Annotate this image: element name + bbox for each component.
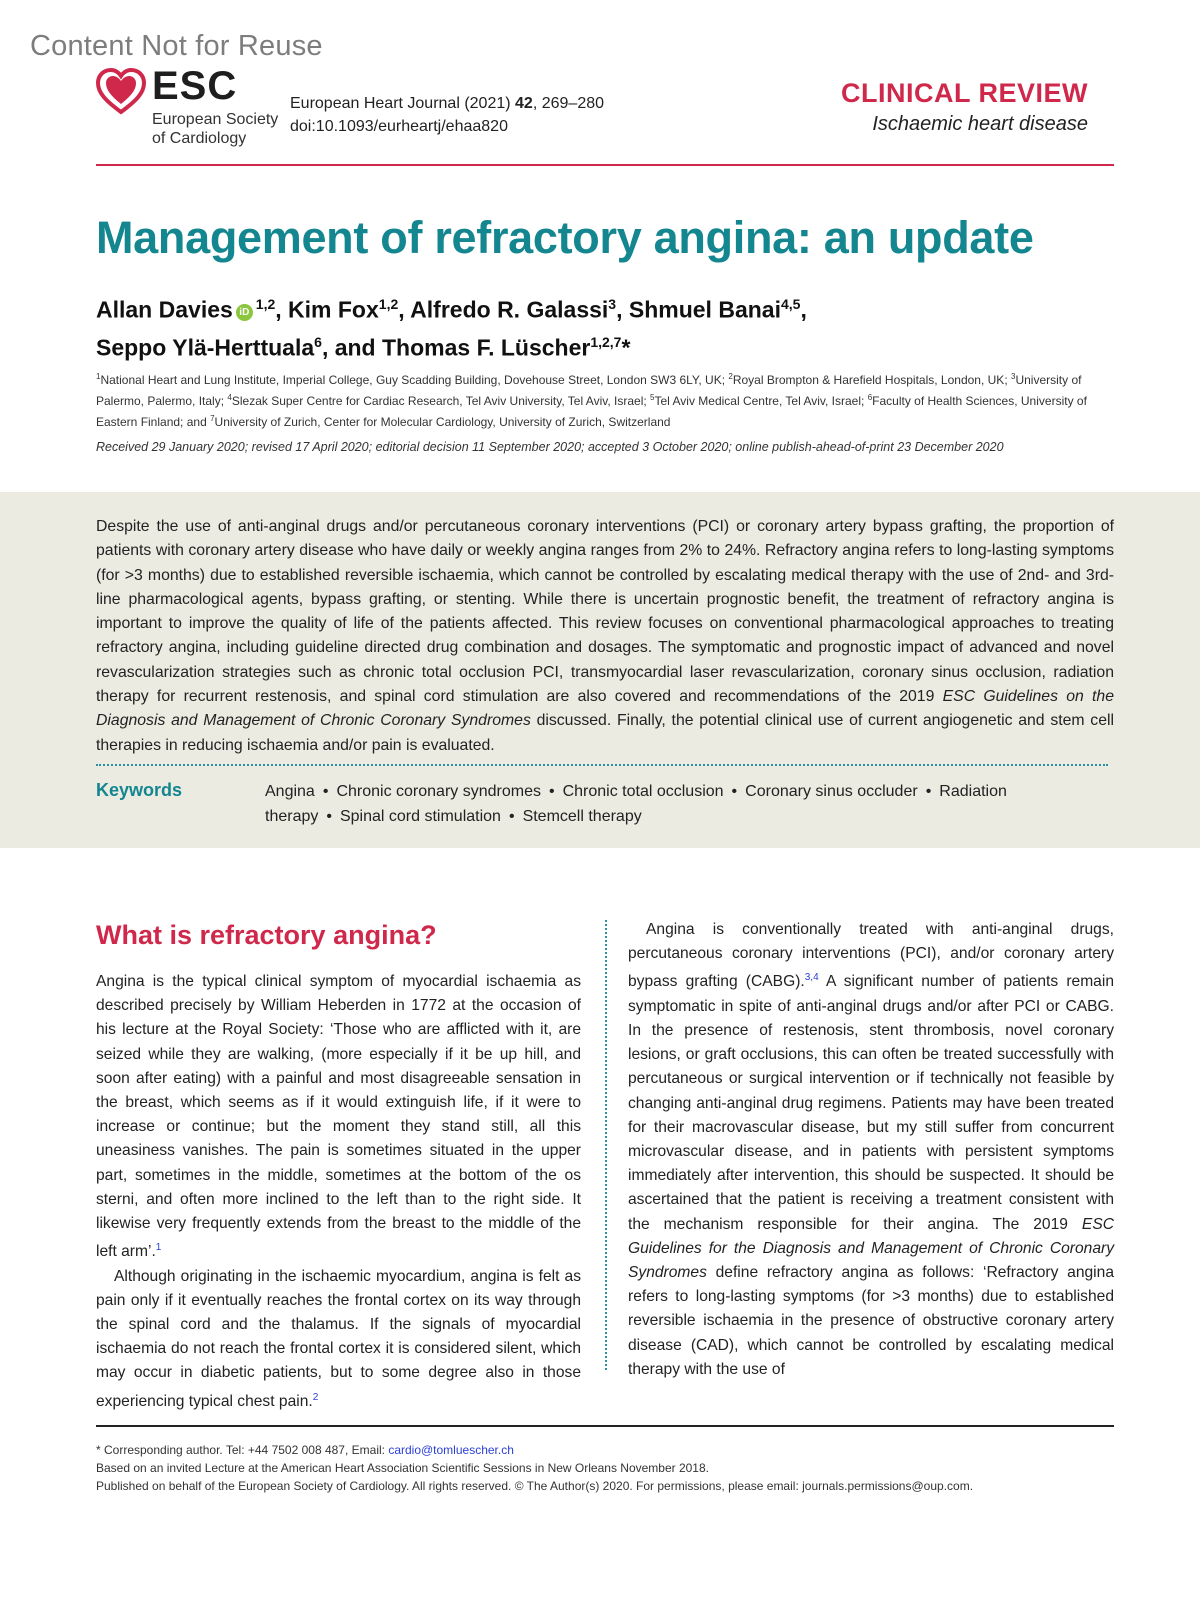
author-list: Allan Davies iD$^{1,2}$, Kim Fox$^{1,2}$, Alfredo R. Galassi$^3$, Shmuel Banai$^{4,5}$, Seppo Ylä-Herttuala$^6$, and Thomas F. Lüscher$^{1,2,7}$* xyxy=(96,296,807,361)
logo-subtitle: European Society of Cardiology xyxy=(152,111,279,147)
email-link[interactable]: cardio@tomluescher.ch xyxy=(388,1443,514,1457)
column-divider xyxy=(605,920,607,1370)
left-column xyxy=(96,970,581,1414)
section-heading: What is refractory angina? xyxy=(96,920,437,950)
paragraph: Although originating in the ischaemic myocardium, angina is felt as pain only if it eventually reaches the frontal cortex on its way through the spinal cord and the thalamus. If the signals of myocardial ischaemia do not reach the frontal cortex it is considered silent, which may occur in diabetic patients, but to some degree also in those experiencing typical chest pain.$^2$ xyxy=(96,1267,581,1410)
reference-link[interactable]: 3,4 xyxy=(804,972,819,984)
keyword: Chronic total occlusion xyxy=(562,783,724,800)
watermark: Content Not for Reuse xyxy=(30,30,323,62)
header-divider xyxy=(96,164,1114,166)
reference-link[interactable]: 1 xyxy=(155,1242,162,1254)
received-dates: Received 29 January 2020; revised 17 April 2020; editorial decision 11 September 2020; accepted 3 October 2020; online publish-ahead-of-print 23 December 2020 xyxy=(96,440,1004,454)
paragraph: Angina is conventionally treated with anti-anginal drugs, percutaneous coronary interventions (PCI), and/or coronary artery bypass grafting (CABG).$^{3,4}$ A significant number of patients remain symptomatic in spite of anti-anginal drugs and/or after PCI or CABG. In the presence of restenosis, stent thrombosis, novel coronary lesions, or graft occlusions, this can often be treated successfully with percutaneous or surgical intervention or if technically not feasible by changing anti-anginal drug regimens. Patients may have been treated for their macrovascular disease, but my still suffer from concurrent microvascular disease, and in patients with persistent symptoms immediately after intervention, this should be suspected. It should be ascertained that the patient is receiving a treatment consistent with the mechanism responsible for their angina. The 2019 ESC Guidelines for the Diagnosis and Management of Chronic Coronary Syndromes define refractory angina as follows: ‘Refractory angina refers to long-lasting symptoms (for >3 months) due to established reversible ischaemia in the presence of obstructive coronary artery disease (CAD), which cannot be controlled by escalating medical therapy with the use of xyxy=(628,921,1114,1378)
paragraph: Angina is the typical clinical symptom of myocardial ischaemia as described precisely by William Heberden in 1772 at the occasion of his lecture at the Royal Society: ‘Those who are afflicted with it, are seized while they are walking, (more especially if it be up hill, and soon after eating) with a painful and most disagreeable sensation in the breast, which seems as if it would extinguish life, if it were to increase or continue; but the moment they stand still, all this uneasiness vanishes. The pain is sometimes situated in the upper part, sometimes in the middle, sometimes at the bottom of the os sterni, and often more inclined to the left than to the right side. It likewise very frequently extends from the breast to the middle of the left arm’.$^1$ xyxy=(96,973,581,1261)
reference-link[interactable]: 2 xyxy=(312,1391,319,1403)
logo-brand: ESC xyxy=(152,64,238,108)
journal-citation: European Heart Journal (2021) 42, 269–280 doi:10.1093/eurheartj/ehaa820 xyxy=(290,92,604,138)
abstract-text: Despite the use of anti-anginal drugs and/or percutaneous coronary interventions (PCI) or coronary artery bypass grafting, the proportion of patients with coronary artery disease who have daily or weekly angina ranges from 2% to 24%. Refractory angina refers to long-lasting symptoms (for >3 months) due to established reversible ischaemia, which cannot be controlled by escalating medical therapy with the use of 2nd- and 3rd-line pharmacological agents, bypass grafting, or stenting. While there is uncertain prognostic benefit, the treatment of refractory angina is important to improve the quality of life of the patients affected. This review focuses on conventional pharmacological approaches to treating refractory angina, including guideline directed drug combination and dosages. The symptomatic and prognostic impact of advanced and novel revascularization strategies such as chronic total occlusion PCI, transmyocardial laser revascularization, coronary sinus occlusion, radiation therapy for recurrent restenosis, and spinal cord stimulation are also covered and recommendations of the 2019 ESC Guidelines on the Diagnosis and Management of Chronic Coronary Syndromes discussed. Finally, the potential clinical use of current angiogenetic and stem cell therapies in reducing ischaemia and/or pain is evaluated. xyxy=(96,518,1114,754)
abstract-divider xyxy=(96,764,1108,766)
review-subject: Ischaemic heart disease xyxy=(872,113,1088,135)
keyword: Radiation therapy xyxy=(265,783,1007,825)
affiliations: $^1$National Heart and Lung Institute, Imperial College, Guy Scadding Building, Dovehouse Street, London SW3 6LY, UK; $^2$Royal Brompton & Harefield Hospitals, London, UK; $^3$University of Palermo, Palermo, Italy; $^4$Slezak Super Centre for Cardiac Research, Tel Aviv University, Tel Aviv, Israel; $^5$Tel Aviv Medical Centre, Tel Aviv, Israel; $^6$Faculty of Health Sciences, University of Eastern Finland; and $^7$University of Zurich, Center for Molecular Cardiology, University of Zurich, Switzerland xyxy=(96,372,1087,429)
right-column xyxy=(628,918,1114,1382)
article-title: Management of refractory angina: an update xyxy=(96,212,1034,263)
keywords-label: Keywords xyxy=(96,780,183,800)
orcid-icon[interactable]: iD xyxy=(236,304,253,321)
keyword: Chronic coronary syndromes xyxy=(336,783,541,800)
esc-logo xyxy=(96,64,296,148)
footnotes: * Corresponding author. Tel: +44 7502 008 487, Email: cardio@tomluescher.ch Based on an invited Lecture at the American Heart Association Scientific Sessions in New Orleans November 2018. Published on behalf of the European Society of Cardiology. All rights reserved. © The Author(s) 2020. For permissions, please email: journals.permissions@oup.com. xyxy=(96,1443,974,1493)
heart-logo-icon xyxy=(96,68,146,116)
review-type: CLINICAL REVIEW xyxy=(840,78,1088,108)
keyword: Angina xyxy=(265,783,315,800)
keyword: Spinal cord stimulation xyxy=(339,808,501,825)
article-type xyxy=(841,78,1088,136)
footnote-divider xyxy=(96,1425,1114,1427)
keywords-list: Angina • Chronic coronary syndromes • Chronic total occlusion • Coronary sinus occluder • Radiation therapy • Spinal cord stimulation • Stemcell therapy xyxy=(265,783,1007,825)
keyword: Coronary sinus occluder xyxy=(745,783,918,800)
keyword: Stemcell therapy xyxy=(522,808,642,825)
doi[interactable]: doi:10.1093/eurheartj/ehaa820 xyxy=(290,118,508,135)
